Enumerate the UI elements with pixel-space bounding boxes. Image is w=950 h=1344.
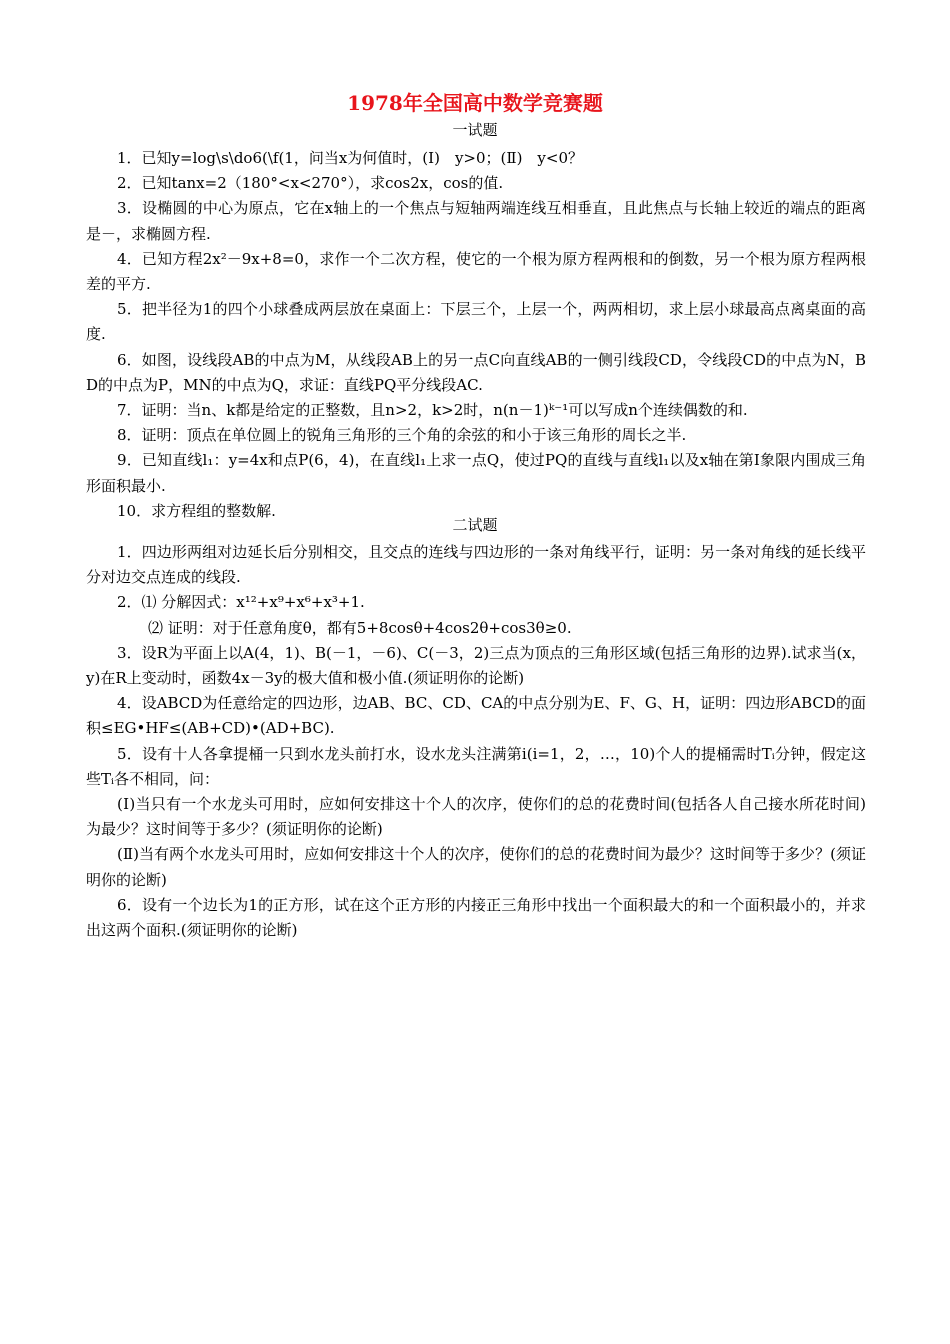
question-2-3: 3．设R为平面上以A(4，1)、B(－1，－6)、C(－3，2)三点为顶点的三角形区域(包括三角形的边界).试求当(x，y)在R上变动时，函数4x－3y的极大值和极小值.(须证明你的论断) xyxy=(86,643,866,688)
question-1-5: 5．把半径为1的四个小球叠成两层放在桌面上：下层三个，上层一个，两两相切，求上层小球最高点离桌面的高度. xyxy=(86,300,866,344)
question-1-10: 10．求方程组的整数解. xyxy=(117,501,276,520)
section-2-body xyxy=(86,540,866,943)
question-2-1: 1．四边形两组对边延长后分别相交，且交点的连线与四边形的一条对角线平行，证明：另一条对角线的延长线平分对边交点连成的线段. xyxy=(86,543,866,587)
section-heading-1: 一试题 xyxy=(452,121,498,139)
question-2-5-part1: (Ⅰ)当只有一个水龙头可用时，应如何安排这十个人的次序，使你们的总的花费时间(包括各人自己接水所花时间)为最少？这时间等于多少？(须证明你的论断) xyxy=(86,795,866,839)
question-1-8: 8．证明：顶点在单位圆上的锐角三角形的三个角的余弦的和小于该三角形的周长之半. xyxy=(117,426,687,445)
page-title: 1978年全国高中数学竞赛题 xyxy=(347,91,603,115)
question-1-6: 6．如图，设线段AB的中点为M，从线段AB上的另一点C向直线AB的一侧引线段CD，令线段CD的中点为N，BD的中点为P，MN的中点为Q，求证：直线PQ平分线段AC. xyxy=(86,350,866,394)
section-heading-2: 二试题 xyxy=(452,516,498,534)
question-1-7: 7．证明：当n、k都是给定的正整数，且n>2，k>2时，n(n－1)ᵏ⁻¹可以写成n个连续偶数的和. xyxy=(117,401,748,420)
question-1-1: 1．已知y=log\s\do6(\f(1，问当x为何值时，(Ⅰ) y>0；(Ⅱ) y<0？ xyxy=(117,149,584,167)
question-2-5-part2: (Ⅱ)当有两个水龙头可用时，应如何安排这十个人的次序，使你们的总的花费时间为最少？这时间等于多少？(须证明你的论断) xyxy=(86,845,866,889)
question-2-4: 4．设ABCD为任意给定的四边形，边AB、BC、CD、CA的中点分别为E、F、G、H，证明：四边形ABCD的面积≤EG•HF≤(AB+CD)•(AD+BC). xyxy=(86,694,866,738)
question-2-2b: ⑵ 证明：对于任意角度θ，都有5+8cosθ+4cos2θ+cos3θ≥0. xyxy=(148,618,572,637)
question-1-4: 4．已知方程2x²－9x+8=0，求作一个二次方程，使它的一个根为原方程两根和的倒数，另一个根为原方程两根差的平方. xyxy=(86,249,866,294)
question-2-6: 6．设有一个边长为1的正方形，试在这个正方形的内接正三角形中找出一个面积最大的和一个面积最小的，并求出这两个面积.(须证明你的论断) xyxy=(86,895,866,940)
question-2-2a: 2．⑴ 分解因式：x¹²+x⁹+x⁶+x³+1. xyxy=(117,593,365,612)
question-2-5: 5．设有十人各拿提桶一只到水龙头前打水，设水龙头注满第i(i=1，2，…，10)个人的提桶需时Tᵢ分钟，假定这些Tᵢ各不相同，问： xyxy=(86,744,866,788)
question-1-9: 9．已知直线l₁：y=4x和点P(6，4)，在直线l₁上求一点Q，使过PQ的直线与直线l₁以及x轴在第Ⅰ象限内围成三角形面积最小. xyxy=(86,451,866,495)
question-1-2: 2．已知tanx=2（180°<x<270°），求cos2x，cos的值. xyxy=(117,174,504,193)
question-1-3: 3．设椭圆的中心为原点，它在x轴上的一个焦点与短轴两端连线互相垂直，且此焦点与长轴上较近的端点的距离是－，求椭圆方程. xyxy=(86,199,866,243)
section-1-body xyxy=(86,146,866,524)
